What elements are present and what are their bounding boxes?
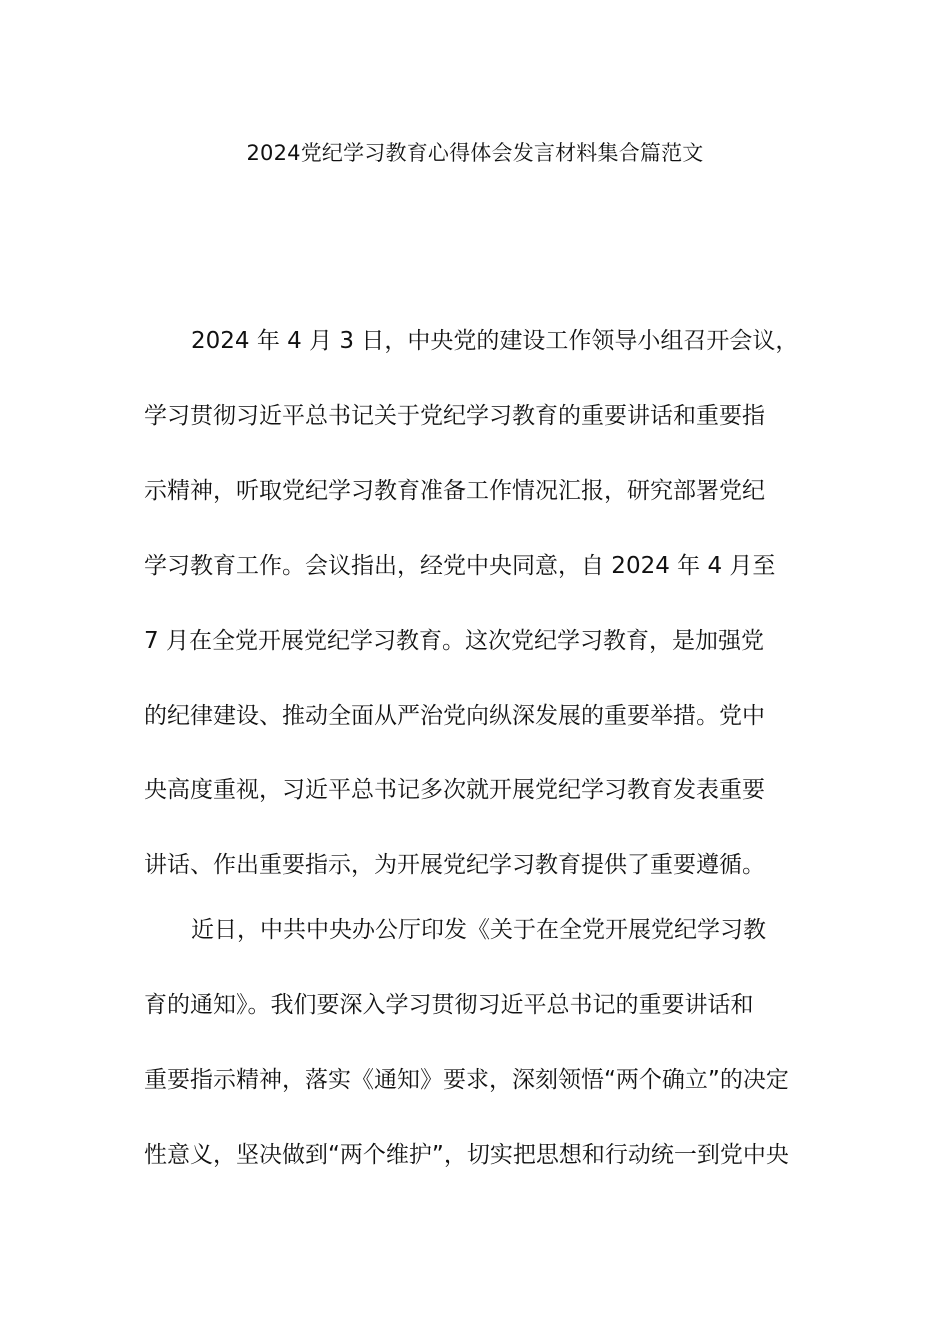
paragraph-line: 2024 年 4 月 3 日，中央党的建设工作领导小组召开会议， — [191, 328, 799, 354]
paragraph-line: 学习贯彻习近平总书记关于党纪学习教育的重要讲话和重要指 — [144, 403, 765, 429]
paragraph-line: 示精神，听取党纪学习教育准备工作情况汇报，研究部署党纪 — [144, 478, 765, 504]
paragraph-line: 的纪律建设、推动全面从严治党向纵深发展的重要举措。党中 — [144, 703, 765, 729]
paragraph-line: 讲话、作出重要指示，为开展党纪学习教育提供了重要遵循。 — [144, 852, 765, 878]
paragraph-line: 育的通知》。我们要深入学习贯彻习近平总书记的重要讲话和 — [144, 992, 754, 1018]
document-title: 2024党纪学习教育心得体会发言材料集合篇范文 — [246, 141, 704, 165]
paragraph-line: 重要指示精神，落实《通知》要求，深刻领悟“两个确立”的决定 — [144, 1067, 789, 1093]
paragraph-line: 性意义，坚决做到“两个维护”，切实把思想和行动统一到党中央 — [144, 1142, 789, 1168]
paragraph-line: 学习教育工作。会议指出，经党中央同意，自 2024 年 4 月至 — [144, 553, 776, 579]
paragraph-line: 7 月在全党开展党纪学习教育。这次党纪学习教育，是加强党 — [144, 628, 764, 654]
paragraph-line: 近日，中共中央办公厅印发《关于在全党开展党纪学习教 — [191, 917, 766, 943]
paragraph-line: 央高度重视，习近平总书记多次就开展党纪学习教育发表重要 — [144, 777, 765, 803]
